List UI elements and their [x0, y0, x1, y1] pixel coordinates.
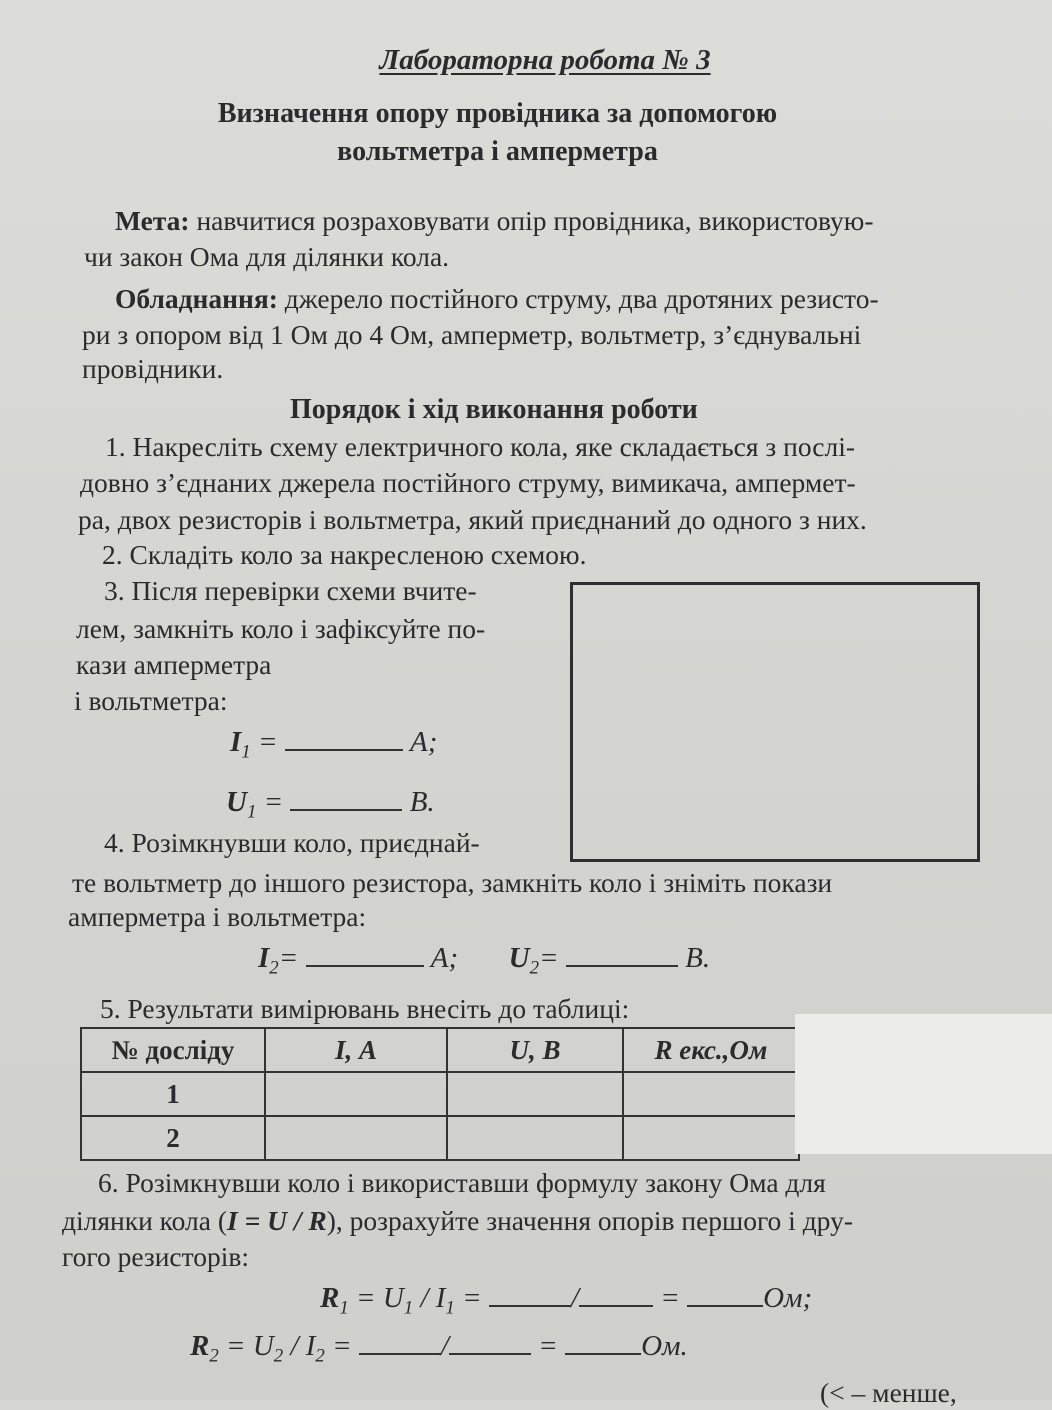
u1-blank[interactable]: [290, 809, 402, 811]
step3-line-1: 3. Після перевірки схеми вчите-: [104, 575, 477, 606]
ohm-law-formula: I = U / R: [227, 1205, 327, 1236]
title-line-1: Визначення опору провідника за допомогою: [217, 98, 778, 129]
col-voltage: U, В: [447, 1028, 623, 1072]
table-row: [81, 1116, 799, 1160]
redacted-area: [795, 1014, 1052, 1154]
row-number: 1: [81, 1072, 265, 1116]
formula-r2: $R_2 = U_2 / I_2$ = / = Ом.: [190, 1330, 688, 1367]
circuit-diagram-box[interactable]: [570, 582, 980, 862]
equipment-line-1: [115, 282, 879, 316]
step1-line-3: ра, двох резисторів і вольтметра, який приєднаний до одного з них.: [78, 504, 867, 535]
procedure-heading: Порядок і хід виконання роботи: [290, 394, 698, 425]
table-header-row: [81, 1028, 799, 1072]
step4-line-3: амперметра і вольтметра:: [68, 901, 367, 932]
col-resistance: R екс.,Ом: [623, 1028, 799, 1072]
formula-i2-u2: $I_2= А$; $U_2= В$.: [258, 942, 711, 979]
formula-u1: $U_1 = В$.: [226, 786, 435, 823]
cell-current[interactable]: [265, 1072, 447, 1116]
step6-line-3: гого резисторів:: [62, 1241, 250, 1272]
col-experiment-number: № досліду: [81, 1028, 265, 1072]
step1-line-1: 1. Накресліть схему електричного кола, яке складається з послі-: [105, 431, 856, 462]
step1-line-2: довно з’єднаних джерела постійного струму, вимикача, ампермет-: [80, 467, 856, 498]
equipment-line-3: провідники.: [82, 353, 224, 384]
cell-current[interactable]: [265, 1116, 447, 1160]
i1-blank[interactable]: [285, 749, 403, 751]
goal-text-1: навчитися розраховувати опір провідника, використовую-: [189, 205, 874, 236]
step6-line-1: 6. Розімкнувши коло і використавши формулу закону Ома для: [98, 1167, 826, 1198]
equipment-line-2: ри з опором від 1 Ом до 4 Ом, амперметр, вольтметр, з’єднувальні: [82, 319, 862, 350]
u2-blank[interactable]: [566, 965, 678, 967]
cell-resistance[interactable]: [623, 1072, 799, 1116]
step3-line-4: і вольтметра:: [74, 685, 228, 716]
step4-line-1: 4. Розімкнувши коло, приєднай-: [104, 827, 480, 858]
formula-r1: $R_1 = U_1 / I_1$ = / = Ом;: [320, 1282, 813, 1319]
goal-line-2: чи закон Ома для ділянки кола.: [84, 241, 450, 272]
row-number: 2: [81, 1116, 265, 1160]
r2-u-blank[interactable]: [359, 1353, 441, 1355]
step5-text: 5. Результати вимірювань внесіть до таблиці:: [100, 993, 630, 1024]
formula-i1: $I_1 = А$;: [230, 726, 438, 763]
step6-line-2: ділянки кола (I = U / R), розрахуйте значення опорів першого і дру-: [62, 1205, 853, 1236]
i2-blank[interactable]: [306, 965, 424, 967]
goal-line-1: [115, 204, 874, 238]
r1-result-blank[interactable]: [687, 1305, 763, 1307]
step4-line-2: те вольтметр до іншого резистора, замкніть коло і зніміть покази: [72, 867, 833, 898]
equipment-text-1: джерело постійного струму, два дротяних резисто-: [277, 283, 879, 314]
cell-voltage[interactable]: [447, 1072, 623, 1116]
r2-i-blank[interactable]: [449, 1353, 531, 1355]
step2-text: 2. Складіть коло за накресленою схемою.: [102, 539, 587, 570]
step7-fragment: (< – менше,: [820, 1377, 957, 1408]
results-table: [80, 1027, 800, 1161]
cell-voltage[interactable]: [447, 1116, 623, 1160]
cell-resistance[interactable]: [623, 1116, 799, 1160]
r1-u-blank[interactable]: [489, 1305, 571, 1307]
goal-label: Мета:: [115, 205, 190, 236]
lab-work-header: Лабораторна робота № 3: [379, 44, 711, 76]
r2-result-blank[interactable]: [565, 1353, 641, 1355]
step3-line-3: кази амперметра: [76, 649, 272, 680]
r1-i-blank[interactable]: [579, 1305, 653, 1307]
table-row: [81, 1072, 799, 1116]
step3-line-2: лем, замкніть коло і зафіксуйте по-: [76, 613, 486, 644]
title-line-2: вольтметра і амперметра: [337, 136, 658, 167]
equipment-label: Обладнання:: [115, 283, 278, 314]
col-current: I, А: [265, 1028, 447, 1072]
